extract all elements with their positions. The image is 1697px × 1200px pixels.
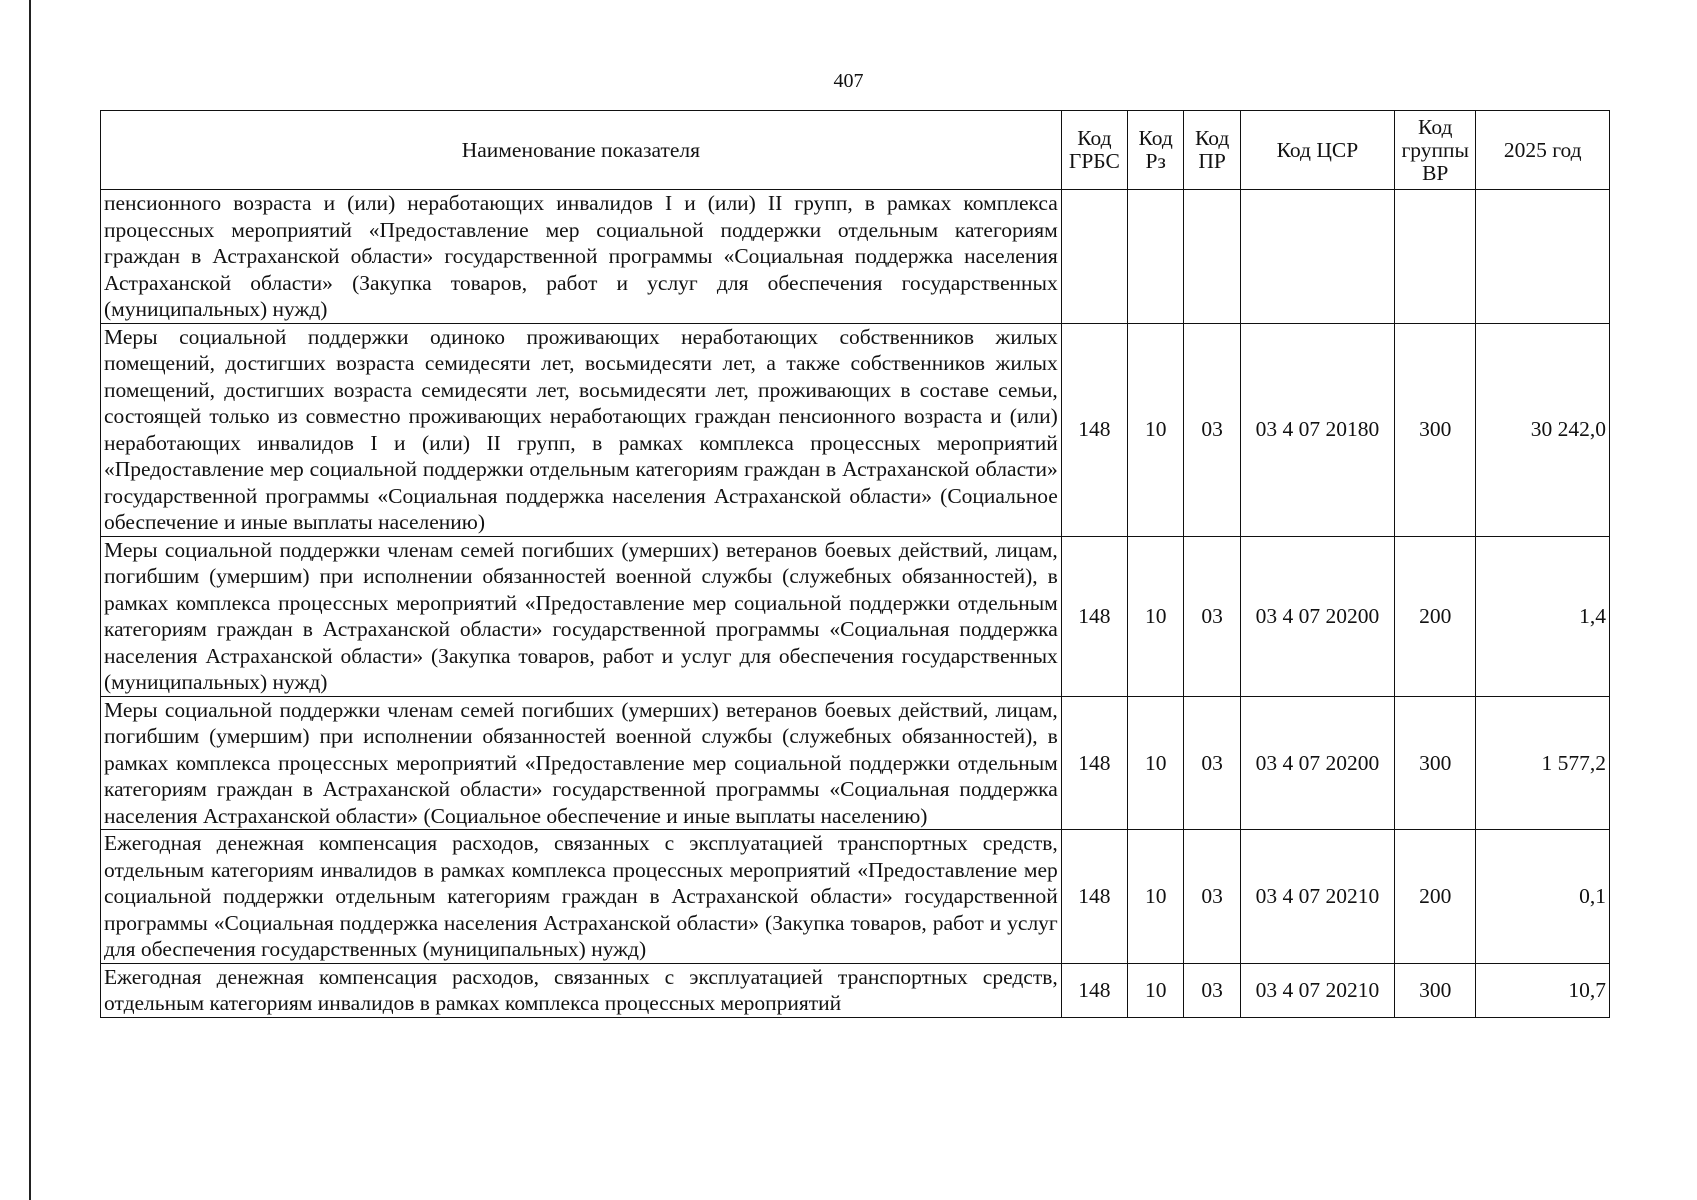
cell-amount: 1,4 bbox=[1476, 536, 1610, 696]
cell-rz: 10 bbox=[1127, 536, 1183, 696]
cell-csr: 03 4 07 20200 bbox=[1240, 536, 1394, 696]
cell-grbs: 148 bbox=[1061, 696, 1127, 830]
cell-csr: 03 4 07 20210 bbox=[1240, 963, 1394, 1017]
cell-pr: 03 bbox=[1184, 536, 1240, 696]
cell-rz: 10 bbox=[1127, 323, 1183, 536]
cell-csr: 03 4 07 20180 bbox=[1240, 323, 1394, 536]
cell-pr bbox=[1184, 190, 1240, 324]
table-row bbox=[101, 963, 1610, 1017]
cell-grbs: 148 bbox=[1061, 830, 1127, 964]
cell-csr: 03 4 07 20200 bbox=[1240, 696, 1394, 830]
header-name: Наименование показателя bbox=[101, 111, 1062, 190]
cell-pr: 03 bbox=[1184, 830, 1240, 964]
cell-grbs: 148 bbox=[1061, 536, 1127, 696]
cell-name: Меры социальной поддержки членам семей погибших (умерших) ветеранов боевых действий, лицам, погибшим (умершим) при исполнении обязанностей военной службы (служебных обязанностей), в рамках комплекса процессных мероприятий «Предоставление мер социальной поддержки отдельным категориям граждан в Астраханской области» государственной программы «Социальная поддержка населения Астраханской области» (Социальное обеспечение и иные выплаты населению) bbox=[101, 696, 1062, 830]
cell-amount bbox=[1476, 190, 1610, 324]
cell-name: Ежегодная денежная компенсация расходов, связанных с эксплуатацией транспортных средств, отдельным категориям инвалидов в рамках комплекса процессных мероприятий «Предоставление мер социальной поддержки отдельным категориям граждан в Астраханской области» государственной программы «Социальная поддержка населения Астраханской области» (Закупка товаров, работ и услуг для обеспечения государственных (муниципальных) нужд) bbox=[101, 830, 1062, 964]
cell-vr: 200 bbox=[1395, 830, 1476, 964]
cell-vr: 300 bbox=[1395, 323, 1476, 536]
cell-name: пенсионного возраста и (или) неработающих инвалидов I и (или) II групп, в рамках комплекса процессных мероприятий «Предоставление мер социальной поддержки отдельным категориям граждан в Астраханской области» государственной программы «Социальная поддержка населения Астраханской области» (Закупка товаров, работ и услуг для обеспечения государственных (муниципальных) нужд) bbox=[101, 190, 1062, 324]
table-row bbox=[101, 696, 1610, 830]
header-grbs: Код ГРБС bbox=[1061, 111, 1127, 190]
cell-vr: 200 bbox=[1395, 536, 1476, 696]
cell-amount: 0,1 bbox=[1476, 830, 1610, 964]
cell-grbs: 148 bbox=[1061, 323, 1127, 536]
cell-csr: 03 4 07 20210 bbox=[1240, 830, 1394, 964]
cell-name: Меры социальной поддержки членам семей погибших (умерших) ветеранов боевых действий, лицам, погибшим (умершим) при исполнении обязанностей военной службы (служебных обязанностей), в рамках комплекса процессных мероприятий «Предоставление мер социальной поддержки отдельным категориям граждан в Астраханской области» государственной программы «Социальная поддержка населения Астраханской области» (Закупка товаров, работ и услуг для обеспечения государственных (муниципальных) нужд) bbox=[101, 536, 1062, 696]
cell-pr: 03 bbox=[1184, 963, 1240, 1017]
header-rz: Код Рз bbox=[1127, 111, 1183, 190]
cell-name: Меры социальной поддержки одиноко проживающих неработающих собственников жилых помещений, достигших возраста семидесяти лет, восьмидесяти лет, а также собственников жилых помещений, достигших возраста семидесяти лет, восьмидесяти лет, проживающих в составе семьи, состоящей только из совместно проживающих неработающих граждан пенсионного возраста и (или) неработающих инвалидов I и (или) II групп, в рамках комплекса процессных мероприятий «Предоставление мер социальной поддержки отдельным категориям граждан в Астраханской области» государственной программы «Социальная поддержка населения Астраханской области» (Социальное обеспечение и иные выплаты населению) bbox=[101, 323, 1062, 536]
cell-pr: 03 bbox=[1184, 696, 1240, 830]
cell-amount: 30 242,0 bbox=[1476, 323, 1610, 536]
table-row bbox=[101, 830, 1610, 964]
table-header-row bbox=[101, 111, 1610, 190]
cell-rz: 10 bbox=[1127, 696, 1183, 830]
cell-grbs: 148 bbox=[1061, 963, 1127, 1017]
budget-table bbox=[100, 110, 1610, 1018]
header-csr: Код ЦСР bbox=[1240, 111, 1394, 190]
cell-amount: 1 577,2 bbox=[1476, 696, 1610, 830]
table-row bbox=[101, 190, 1610, 324]
cell-rz: 10 bbox=[1127, 963, 1183, 1017]
table-row bbox=[101, 536, 1610, 696]
header-vr: Код группы ВР bbox=[1395, 111, 1476, 190]
page-number: 407 bbox=[833, 70, 864, 92]
header-year: 2025 год bbox=[1476, 111, 1610, 190]
binding-margin-line bbox=[29, 0, 31, 1200]
cell-rz: 10 bbox=[1127, 830, 1183, 964]
cell-vr: 300 bbox=[1395, 963, 1476, 1017]
cell-amount: 10,7 bbox=[1476, 963, 1610, 1017]
header-pr: Код ПР bbox=[1184, 111, 1240, 190]
cell-pr: 03 bbox=[1184, 323, 1240, 536]
cell-vr bbox=[1395, 190, 1476, 324]
cell-grbs bbox=[1061, 190, 1127, 324]
cell-vr: 300 bbox=[1395, 696, 1476, 830]
table-row bbox=[101, 323, 1610, 536]
cell-csr bbox=[1240, 190, 1394, 324]
cell-rz bbox=[1127, 190, 1183, 324]
cell-name: Ежегодная денежная компенсация расходов, связанных с эксплуатацией транспортных средств, отдельным категориям инвалидов в рамках комплекса процессных мероприятий bbox=[101, 963, 1062, 1017]
